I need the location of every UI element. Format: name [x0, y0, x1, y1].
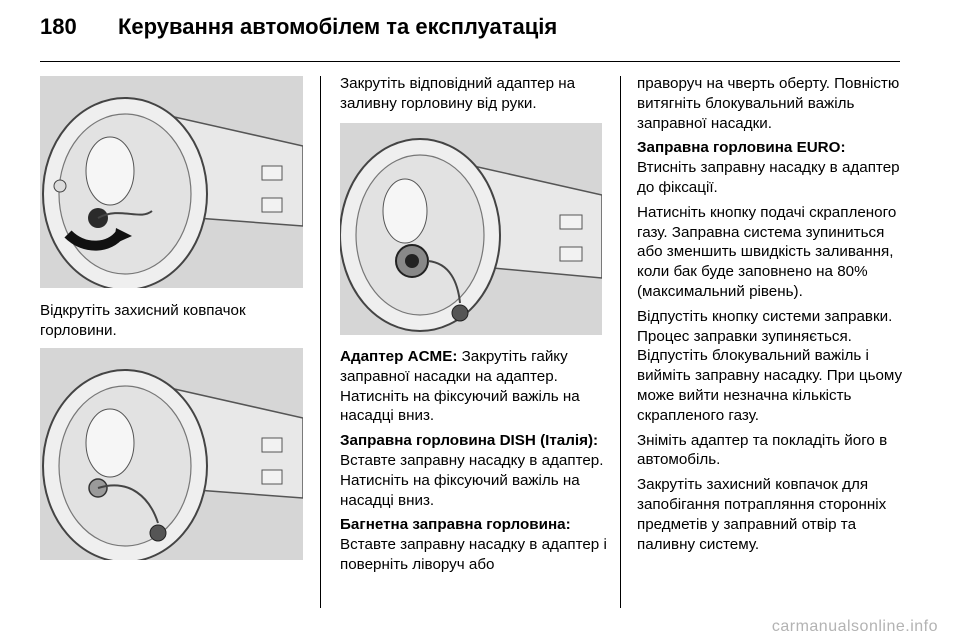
paragraph-adapter-intro: Закрутіть відповідний адаптер на заливну горловину від руки. — [340, 75, 576, 112]
figure-adapter-attached — [40, 348, 303, 560]
euro-text: Втисніть заправну насадку в адаптер до фіксації. — [637, 159, 900, 196]
bayonet-text: Вставте заправну насадку в адаптер і поверніть ліворуч або — [340, 536, 607, 573]
watermark: carmanualsonline.info — [771, 618, 938, 635]
paragraph-press-button: Натисніть кнопку подачі скрапленого газу. Заправна система зупиниться або зменшить швидкість заливання, коли бак буде заповнено на 80% (максимальний рівень). — [637, 203, 897, 300]
caption-remove-cap: Відкрутіть захисний ковпачок горловини. — [40, 302, 246, 339]
dish-text: Вставте заправну насадку в адаптер. Натисніть на фіксуючий важіль на насадці вниз. — [340, 451, 604, 509]
figure-adapter-closeup — [340, 123, 602, 335]
column-divider-2 — [620, 76, 621, 608]
paragraph-euro — [637, 138, 909, 197]
bayonet-heading: Багнетна заправна горловина: — [340, 516, 571, 534]
paragraph-bayonet — [340, 515, 608, 574]
figure-cap-removal — [40, 76, 303, 288]
euro-heading: Заправна горловина EURO: — [637, 139, 846, 157]
dish-heading: Заправна горловина DISH (Італія): — [340, 432, 599, 450]
paragraph-acme — [340, 347, 608, 426]
page-title: Керування автомобілем та експлуатація — [118, 14, 558, 39]
paragraph-dish — [340, 431, 608, 510]
acme-text: Закрутіть гайку заправної насадки на адаптер. Натисніть на фіксуючий важіль на насадці вниз. — [340, 348, 580, 425]
header-rule — [40, 61, 900, 62]
acme-heading: Адаптер ACME: — [340, 348, 458, 365]
column-divider-1 — [320, 76, 321, 608]
paragraph-quarter-turn: праворуч на чверть оберту. Повністю витягніть блокувальний важіль заправної насадки. — [637, 75, 900, 132]
paragraph-screw-cap: Закрутіть захисний ковпачок для запобігання потрапляння сторонніх предметів у заправний отвір та паливну систему. — [637, 476, 887, 553]
paragraph-remove-adapter: Зніміть адаптер та покладіть його в автомобіль. — [637, 431, 888, 469]
page-number: 180 — [40, 14, 77, 39]
paragraph-release-button: Відпустіть кнопку системи заправки. Процес заправки зупиняється. Відпустіть блокувальний важіль і вийміть заправну насадку. При цьому може вийти незначна кількість скрапленого газу. — [637, 307, 903, 424]
